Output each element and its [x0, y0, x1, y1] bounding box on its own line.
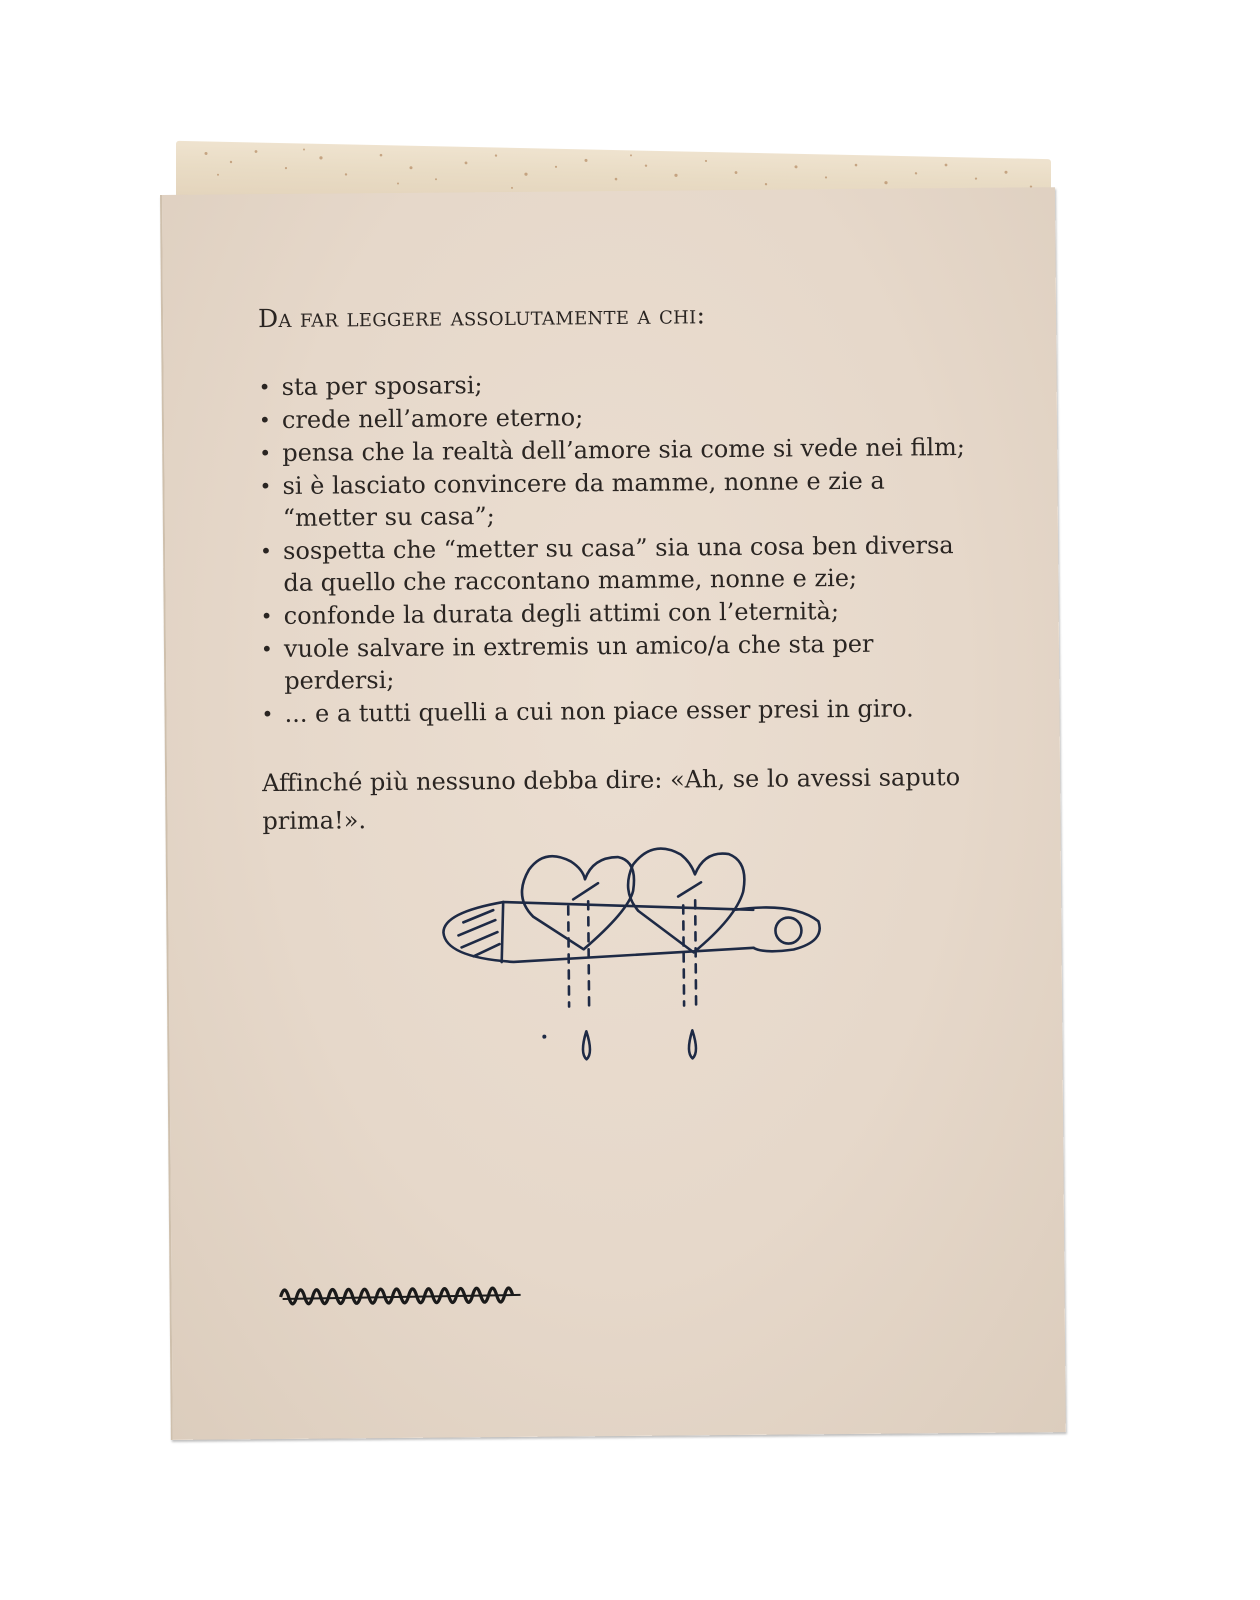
list-item: [261, 692, 981, 730]
bullet-icon: •: [261, 702, 274, 727]
reader-list: [259, 365, 982, 730]
list-item: [259, 365, 979, 403]
list-item-text: ... e a tutti quelli a cui non piace esser presi in giro.: [284, 694, 914, 728]
list-item-text: sta per sposarsi;: [281, 371, 483, 401]
bullet-icon: •: [260, 539, 273, 564]
list-item: [261, 627, 982, 697]
cover-heading: Da far leggere assolutamente a chi:: [257, 300, 706, 334]
two-crying-hearts-on-safety-pin-icon: [433, 829, 835, 1072]
list-item-text: confonde la durata degli attimi con l’eternità;: [283, 597, 840, 630]
list-item-text: si è lasciato convincere da mamme, nonne e zie a “metter su casa”;: [282, 466, 885, 532]
list-item-text: sospetta che “metter su casa” sia una cosa ben diversa da quello che raccontano mamme, nonne e zie;: [282, 531, 954, 597]
list-item-text: pensa che la realtà dell’amore sia come si vede nei film;: [282, 432, 966, 467]
list-item-text: crede nell’amore eterno;: [281, 403, 584, 434]
bullet-icon: •: [258, 408, 271, 433]
cover-text: [258, 298, 983, 840]
list-item-text: vuole salvare in extremis un amico/a che sta per perdersi;: [283, 629, 874, 695]
closing-quote: Affinché più nessuno debba dire: «Ah, se lo avessi saputo prima!».: [262, 763, 961, 836]
bullet-icon: •: [258, 375, 271, 400]
list-item: [259, 464, 980, 534]
list-item: [260, 529, 981, 599]
list-item: [259, 398, 979, 436]
book-back-cover: [160, 187, 1066, 1440]
bullet-icon: •: [260, 604, 273, 629]
bullet-icon: •: [260, 637, 273, 662]
handwritten-signature: [276, 1277, 526, 1309]
list-item: [261, 594, 981, 632]
list-item: [259, 431, 979, 469]
bullet-icon: •: [259, 474, 272, 499]
bullet-icon: •: [259, 441, 272, 466]
